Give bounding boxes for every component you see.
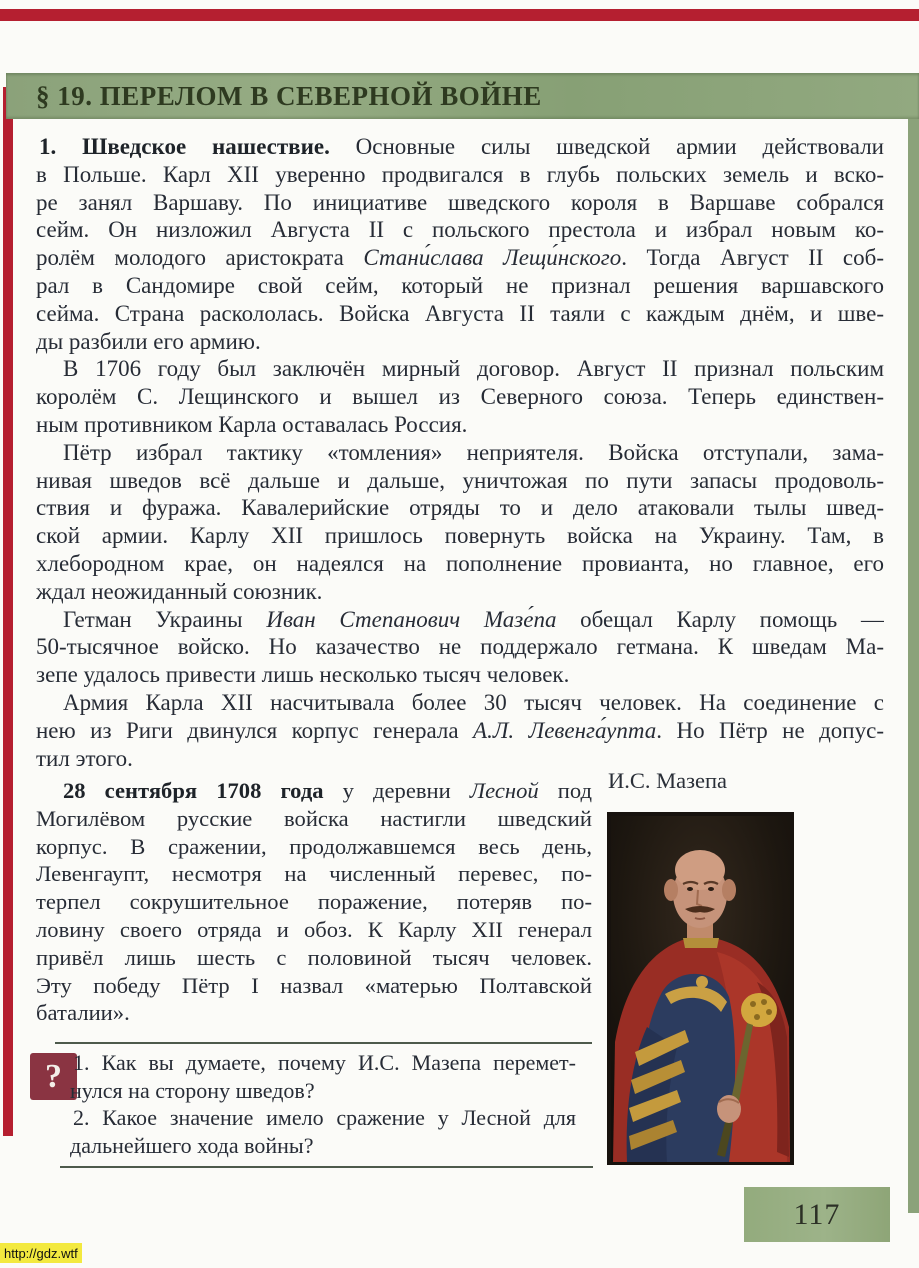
text-line: нивая шведов всё дальше и дальше, уничтожая по пути запасы продоволь- [36,467,884,493]
portrait-figure [607,812,794,1165]
article-text [36,133,884,772]
paragraph [36,689,884,772]
question-list [70,1049,576,1160]
text-line: ным противником Карла оставалась Россия. [36,411,468,437]
text-line: 2. Какое значение имело сражение у Лесной для [73,1105,576,1131]
text-line: ствия и фуража. Кавалерийские отряды то и дело атаковали тылы швед- [36,495,884,521]
section-title: § 19. ПЕРЕЛОМ В СЕВЕРНОЙ ВОЙНЕ [36,81,542,111]
page-number-box [744,1187,890,1242]
question-divider-bottom [60,1166,593,1168]
question-mark-glyph: ? [45,1057,62,1095]
left-column-text [36,777,592,1027]
text-line: сейм. Он низложил Августа II с польского престола и избрал новым ко- [36,217,884,243]
text-line: ды разбили его армию. [36,328,261,354]
text-line: баталии». [36,1000,130,1026]
text-line: корпус. В сражении, продолжавшемся весь день, [36,833,592,859]
text-line: рал в Сандомире свой сейм, который не признал решения варшавского [36,272,884,298]
text-line: Левенгаупт, несмотря на численный перевес, по- [36,861,592,887]
top-accent-bar [0,9,919,21]
text-line: Армия Карла XII насчитывала более 30 тысяч человек. На соединение с [63,689,884,715]
text-line: ре занял Варшаву. По инициативе шведского короля в Варшаве собрался [36,189,884,215]
text-line: ждал неожиданный союзник. [36,578,323,604]
paragraph [36,355,884,438]
watermark-text: http://gdz.wtf [4,1245,78,1261]
text-line: хлебородном крае, он надеялся на пополнение провианта, но главное, его [36,550,884,576]
text-line: Гетман Украины Иван Степанович Мазе́па обещал Карлу помощь — [63,606,884,632]
text-line: нею из Риги двинулся корпус генерала А.Л. Левенга́упта. Но Пётр не допус- [36,717,884,743]
text-line: сейма. Страна раскололась. Войска Августа II таяли с каждым днём, и шве- [36,300,884,326]
paragraph [70,1049,576,1104]
text-line: 1. Как вы думаете, почему И.С. Мазепа перемет- [73,1050,576,1075]
question-divider-top [55,1042,592,1044]
portrait-of-mazepa-image [607,812,794,1165]
paragraph [36,133,884,355]
text-line: ской армии. Карлу XII пришлось повернуть войска на Украину. Там, в [36,523,884,549]
text-line: дальнейшего хода войны? [70,1133,314,1159]
text-line: Пётр избрал тактику «томления» неприятеля. Войска отступали, зама- [63,439,884,465]
watermark-badge [0,1243,82,1263]
text-line: терпел сокрушительное поражение, потеряв по- [36,889,592,915]
figure-caption: И.С. Мазепа [608,768,728,793]
text-line: в Польше. Карл XII уверенно продвигался в глубь польских земель и вско- [36,161,884,187]
text-line: нулся на сторону шведов? [70,1077,315,1103]
right-accent-strip [908,75,919,1213]
text-line: зепе удалось привести лишь несколько тысяч человек. [36,662,570,688]
text-line: 50-тысячное войско. Но казачество не поддержало гетмана. К шведам Ма- [36,634,884,660]
text-line: 1. Шведское нашествие. Основные силы шведской армии действовали [39,134,884,159]
paragraph [70,1104,576,1159]
text-line: ловину своего отряда и обоз. К Карлу XII генерал [36,916,592,942]
text-line: Эту победу Пётр I назвал «матерью Полтавской [36,972,592,998]
section-header-band [6,73,919,119]
text-line: В 1706 году был заключён мирный договор. Август II признал польским [63,356,884,382]
text-line: тил этого. [36,745,133,771]
text-line: привёл лишь шесть с половиной тысяч человек. [36,944,592,970]
paragraph [36,606,884,689]
paragraph [36,439,884,606]
left-accent-strip [3,87,13,1136]
text-line: 28 сентября 1708 года у деревни Лесной под [63,778,592,803]
text-line: ролём молодого аристократа Стани́слава Лещи́нского. Тогда Август II соб- [36,245,884,271]
page-number: 117 [793,1197,841,1231]
text-line: Могилёвом русские войска настигли шведский [36,805,592,831]
paragraph [36,777,592,1027]
text-line: королём С. Лещинского и вышел из Северного союза. Теперь единствен- [36,384,884,410]
